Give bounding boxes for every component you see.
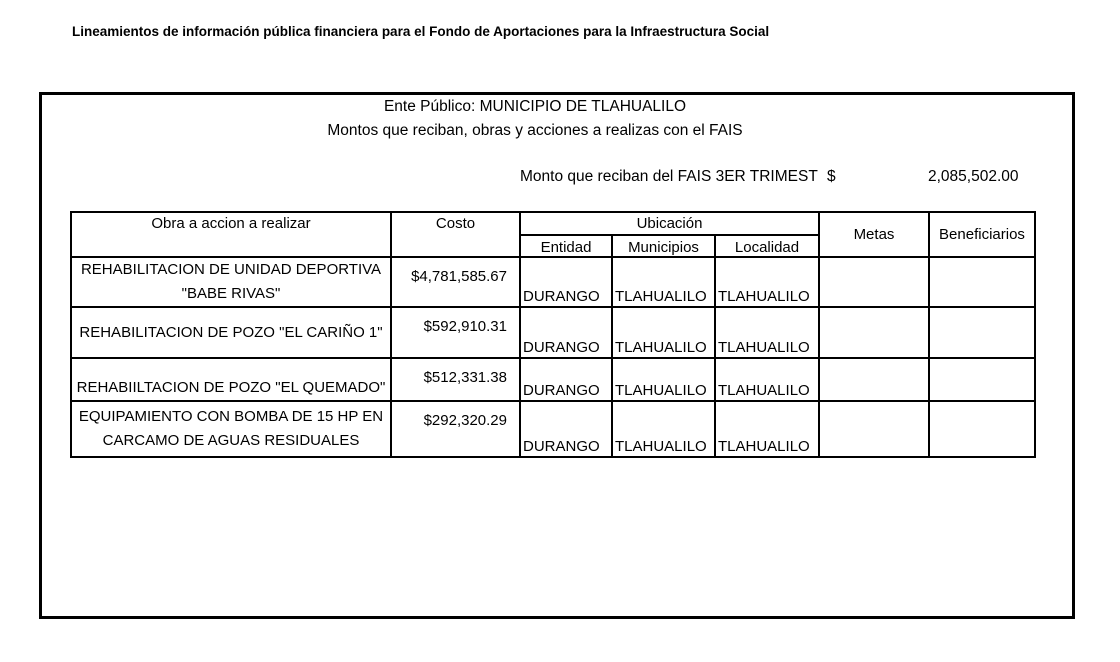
monto-label: Monto que reciban del FAIS 3ER TRIMEST: [520, 168, 818, 185]
cell-obra: REHABILITACION DE POZO "EL CARIÑO 1": [71, 307, 391, 358]
cell-metas: [819, 307, 929, 358]
table-row: [71, 257, 1035, 307]
cell-metas: [819, 257, 929, 307]
header-municipios: Municipios: [612, 235, 715, 257]
document-title: Lineamientos de información pública financiera para el Fondo de Aportaciones para la Infraestructura Social: [72, 24, 770, 39]
cell-obra: EQUIPAMIENTO CON BOMBA DE 15 HP EN CARCAMO DE AGUAS RESIDUALES: [71, 401, 391, 457]
cell-beneficiarios: [929, 401, 1035, 457]
header-ubicacion: Ubicación: [520, 212, 819, 235]
header-beneficiarios: Beneficiarios: [929, 212, 1035, 257]
report-subtitle: Montos que reciban, obras y acciones a realizas con el FAIS: [327, 122, 743, 139]
cell-localidad: TLAHUALILO: [715, 257, 819, 307]
header-obra: Obra a accion a realizar: [71, 212, 391, 257]
cell-costo: $512,331.38: [391, 358, 520, 401]
header-localidad: Localidad: [715, 235, 819, 257]
table-row: [71, 358, 1035, 401]
cell-obra: REHABIILTACION DE POZO "EL QUEMADO": [71, 358, 391, 401]
cell-beneficiarios: [929, 307, 1035, 358]
cell-localidad: TLAHUALILO: [715, 401, 819, 457]
cell-entidad: DURANGO: [520, 307, 612, 358]
cell-localidad: TLAHUALILO: [715, 307, 819, 358]
cell-entidad: DURANGO: [520, 401, 612, 457]
cell-beneficiarios: [929, 358, 1035, 401]
cell-entidad: DURANGO: [520, 257, 612, 307]
monto-currency: $: [827, 168, 836, 185]
ente-publico-heading: Ente Público: MUNICIPIO DE TLAHUALILO: [383, 98, 687, 115]
cell-costo: $4,781,585.67: [391, 257, 520, 307]
header-entidad: Entidad: [520, 235, 612, 257]
cell-metas: [819, 358, 929, 401]
monto-value: 2,085,502.00: [928, 168, 1019, 185]
report-frame: [39, 92, 1075, 619]
cell-municipio: TLAHUALILO: [612, 401, 715, 457]
cell-entidad: DURANGO: [520, 358, 612, 401]
cell-obra: REHABILITACION DE UNIDAD DEPORTIVA "BABE RIVAS": [71, 257, 391, 307]
obras-table: [70, 211, 1036, 458]
cell-localidad: TLAHUALILO: [715, 358, 819, 401]
cell-metas: [819, 401, 929, 457]
cell-municipio: TLAHUALILO: [612, 307, 715, 358]
cell-costo: $292,320.29: [391, 401, 520, 457]
cell-costo: $592,910.31: [391, 307, 520, 358]
header-costo: Costo: [391, 212, 520, 257]
table-row: [71, 307, 1035, 358]
cell-municipio: TLAHUALILO: [612, 257, 715, 307]
header-metas: Metas: [819, 212, 929, 257]
cell-municipio: TLAHUALILO: [612, 358, 715, 401]
table-row: [71, 401, 1035, 457]
cell-beneficiarios: [929, 257, 1035, 307]
